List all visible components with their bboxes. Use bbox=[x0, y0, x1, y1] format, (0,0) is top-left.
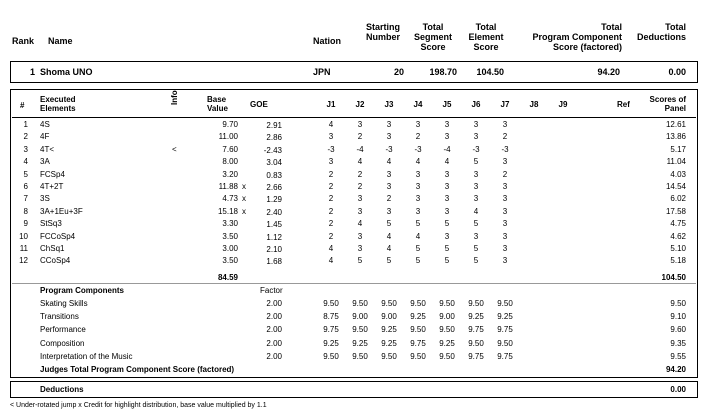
pcs-judge-score: 9.50 bbox=[410, 351, 426, 361]
element-num: 10 bbox=[19, 231, 28, 241]
element-base-value: 3.00 bbox=[222, 244, 238, 253]
element-judge-score: 4 bbox=[357, 157, 363, 167]
element-judge-score: 3 bbox=[357, 120, 363, 129]
element-judge-score: 5 bbox=[444, 219, 450, 229]
element-judge-score: -3 bbox=[385, 144, 393, 154]
pcs-judge-score: 9.50 bbox=[352, 351, 368, 361]
element-goe: 2.40 bbox=[266, 207, 282, 217]
element-panel-score: 4.75 bbox=[670, 219, 686, 229]
pcs-judge-score: 9.25 bbox=[468, 312, 484, 322]
header-divider bbox=[12, 117, 696, 118]
pcs-panel-score: 9.55 bbox=[670, 351, 686, 361]
element-base-value: 3.50 bbox=[222, 256, 238, 266]
element-judge-score: 3 bbox=[386, 206, 392, 216]
element-judge-score: 3 bbox=[502, 206, 508, 216]
pcs-judge-score: 9.75 bbox=[468, 351, 484, 361]
pcs-judge-score: 9.00 bbox=[439, 312, 455, 322]
pcs-judge-score: 9.75 bbox=[497, 325, 513, 335]
element-judge-score: 5 bbox=[386, 219, 392, 229]
judge-header-5: J5 bbox=[442, 100, 452, 109]
element-judge-score: 2 bbox=[328, 169, 334, 179]
element-judge-score: 3 bbox=[415, 182, 421, 191]
element-judge-score: 3 bbox=[386, 182, 392, 191]
element-judge-score: 3 bbox=[473, 194, 479, 204]
element-bonus-mark: x bbox=[242, 206, 246, 216]
element-goe: 0.83 bbox=[266, 170, 282, 180]
element-judge-score: 2 bbox=[328, 219, 334, 229]
nation-header: Nation bbox=[313, 36, 341, 46]
element-judge-score: 3 bbox=[386, 120, 392, 129]
element-judge-score: 5 bbox=[386, 256, 392, 266]
element-name: FCCoSp4 bbox=[40, 231, 76, 241]
executed-header: Executed Elements bbox=[40, 95, 76, 113]
element-judge-score: 4 bbox=[328, 120, 334, 129]
pcs-judge-score: 9.50 bbox=[381, 299, 397, 308]
element-panel-score: 4.62 bbox=[670, 231, 686, 241]
deductions-label: Deductions bbox=[40, 385, 84, 394]
tss-header: Total Segment Score bbox=[413, 22, 452, 52]
element-judge-score: 3 bbox=[473, 132, 479, 142]
totals-divider bbox=[12, 283, 696, 284]
element-panel-score: 5.18 bbox=[670, 256, 686, 266]
pcs-component-name: Performance bbox=[40, 325, 86, 335]
element-judge-score: 5 bbox=[444, 256, 450, 266]
skater-deductions: 0.00 bbox=[668, 67, 686, 77]
element-judge-score: 3 bbox=[502, 194, 508, 204]
element-goe: 2.10 bbox=[266, 245, 282, 254]
element-judge-score: 3 bbox=[415, 206, 421, 216]
element-goe: 1.29 bbox=[266, 195, 282, 205]
element-judge-score: 3 bbox=[502, 231, 508, 241]
element-base-value: 8.00 bbox=[222, 157, 238, 167]
element-num: 11 bbox=[19, 244, 28, 253]
element-judge-score: 2 bbox=[328, 231, 334, 241]
skater-tss: 198.70 bbox=[429, 67, 457, 77]
element-judge-score: 3 bbox=[444, 132, 450, 142]
pcs-factor: 2.00 bbox=[266, 325, 282, 335]
element-judge-score: 3 bbox=[328, 132, 334, 142]
element-judge-score: 5 bbox=[357, 256, 363, 266]
goe-header: GOE bbox=[250, 100, 268, 109]
pcs-component-name: Skating Skills bbox=[40, 299, 88, 308]
element-judge-score: -3 bbox=[501, 144, 509, 154]
element-judge-score: 3 bbox=[502, 157, 508, 167]
pcs-judge-score: 9.50 bbox=[497, 338, 513, 348]
element-panel-score: 11.04 bbox=[666, 157, 686, 167]
pcs-total-value: 94.20 bbox=[665, 365, 686, 374]
pcs-title: Program Components bbox=[40, 286, 125, 295]
pcs-panel-score: 9.50 bbox=[670, 299, 686, 308]
judge-header-7: J7 bbox=[500, 100, 510, 109]
element-panel-score: 13.86 bbox=[665, 132, 686, 142]
element-judge-score: -4 bbox=[443, 144, 451, 154]
deductions-value: 0.00 bbox=[670, 385, 686, 394]
skater-name: Shoma UNO bbox=[40, 67, 93, 77]
element-num: 1 bbox=[23, 120, 28, 129]
element-judge-score: 2 bbox=[502, 169, 508, 179]
element-panel-score: 6.02 bbox=[670, 194, 686, 204]
element-judge-score: 3 bbox=[357, 231, 363, 241]
pcs-panel-score: 9.35 bbox=[670, 338, 686, 348]
element-judge-score: 3 bbox=[386, 132, 392, 142]
pcs-judge-score: 9.75 bbox=[410, 338, 426, 348]
element-judge-score: -3 bbox=[327, 144, 335, 154]
element-num: 7 bbox=[23, 194, 28, 204]
pcs-judge-score: 9.50 bbox=[439, 325, 455, 335]
starting-number-header: Starting Number bbox=[365, 22, 400, 42]
pcs-judge-score: 9.25 bbox=[323, 338, 339, 348]
element-goe: 1.12 bbox=[266, 232, 282, 242]
judge-header-8: J8 bbox=[529, 100, 539, 109]
pcs-component-name: Composition bbox=[40, 338, 85, 348]
element-judge-score: 2 bbox=[357, 182, 363, 191]
element-panel-score: 5.17 bbox=[670, 144, 686, 154]
pcs-judge-score: 9.50 bbox=[352, 325, 368, 335]
element-num: 5 bbox=[23, 169, 28, 179]
element-name: CCoSp4 bbox=[40, 256, 71, 266]
element-judge-score: 3 bbox=[502, 219, 508, 229]
pcs-judge-score: 9.25 bbox=[381, 325, 397, 335]
element-name: 3A bbox=[40, 157, 50, 167]
ref-header: Ref bbox=[617, 100, 630, 109]
element-judge-score: 3 bbox=[502, 182, 508, 191]
pcs-judge-score: 9.25 bbox=[410, 312, 426, 322]
element-base-value: 9.70 bbox=[222, 120, 238, 129]
element-judge-score: 3 bbox=[502, 244, 508, 253]
judge-header-2: J2 bbox=[355, 100, 365, 109]
element-judge-score: 2 bbox=[386, 194, 392, 204]
skater-starting-number: 20 bbox=[393, 67, 404, 77]
pcs-factor: 2.00 bbox=[266, 351, 282, 361]
pcs-judge-score: 9.25 bbox=[381, 338, 397, 348]
pcs-judge-score: 9.50 bbox=[497, 299, 513, 308]
element-judge-score: 5 bbox=[415, 219, 421, 229]
element-judge-score: 3 bbox=[444, 194, 450, 204]
tes-total: 104.50 bbox=[661, 273, 686, 282]
element-num: 6 bbox=[23, 182, 28, 191]
pcs-judge-score: 9.50 bbox=[439, 351, 455, 361]
element-goe: 2.66 bbox=[266, 183, 282, 192]
judge-header-9: J9 bbox=[558, 100, 568, 109]
pcs-judge-score: 8.75 bbox=[323, 312, 339, 322]
element-name: 4S bbox=[40, 120, 50, 129]
element-judge-score: 4 bbox=[386, 157, 392, 167]
judge-header-3: J3 bbox=[384, 100, 394, 109]
element-judge-score: 3 bbox=[444, 206, 450, 216]
element-base-value: 3.30 bbox=[222, 219, 238, 229]
skater-rank: 1 bbox=[30, 67, 36, 77]
base-header: Base Value bbox=[207, 95, 228, 113]
skater-pcs: 94.20 bbox=[597, 67, 620, 77]
element-judge-score: 3 bbox=[386, 169, 392, 179]
element-name: 4T< bbox=[40, 144, 55, 154]
element-judge-score: 2 bbox=[328, 194, 334, 204]
element-goe: 1.45 bbox=[266, 220, 282, 230]
element-judge-score: 4 bbox=[386, 231, 392, 241]
pcs-judge-score: 9.50 bbox=[468, 299, 484, 308]
element-judge-score: 3 bbox=[357, 194, 363, 204]
num-header: # bbox=[20, 101, 25, 110]
element-judge-score: 5 bbox=[473, 157, 479, 167]
element-base-value: 15.18 bbox=[217, 206, 238, 216]
element-judge-score: 3 bbox=[502, 120, 508, 129]
element-num: 4 bbox=[23, 157, 28, 167]
element-judge-score: 4 bbox=[328, 244, 334, 253]
element-num: 8 bbox=[23, 206, 28, 216]
skater-nation: JPN bbox=[313, 67, 331, 77]
pcs-factor: 2.00 bbox=[266, 299, 282, 308]
pcs-judge-score: 9.75 bbox=[497, 351, 513, 361]
pcs-judge-score: 9.00 bbox=[352, 312, 368, 322]
element-bonus-mark: x bbox=[242, 182, 246, 191]
element-judge-score: 3 bbox=[444, 120, 450, 129]
tes-header: Total Element Score bbox=[468, 22, 504, 52]
deductions-box bbox=[10, 381, 698, 398]
pcs-panel-score: 9.10 bbox=[670, 312, 686, 322]
pcs-judge-score: 9.75 bbox=[468, 325, 484, 335]
info-header: Info bbox=[170, 90, 179, 105]
element-bonus-mark: x bbox=[242, 194, 246, 204]
pcs-total-label: Judges Total Program Component Score (factored) bbox=[40, 365, 235, 374]
element-info: < bbox=[172, 144, 177, 154]
element-name: 3A+1Eu+3F bbox=[40, 206, 83, 216]
element-judge-score: 4 bbox=[415, 157, 421, 167]
element-judge-score: 4 bbox=[444, 157, 450, 167]
element-judge-score: 2 bbox=[328, 182, 334, 191]
element-goe: 2.86 bbox=[266, 133, 282, 143]
pcs-factor: 2.00 bbox=[266, 338, 282, 348]
base-total: 84.59 bbox=[217, 273, 238, 282]
element-judge-score: 3 bbox=[357, 244, 363, 253]
element-judge-score: 5 bbox=[473, 219, 479, 229]
element-judge-score: 4 bbox=[386, 244, 392, 253]
pcs-factor: 2.00 bbox=[266, 312, 282, 322]
element-name: 4F bbox=[40, 132, 50, 142]
element-judge-score: 3 bbox=[444, 231, 450, 241]
pcs-panel-score: 9.60 bbox=[670, 325, 686, 335]
element-judge-score: 3 bbox=[328, 157, 334, 167]
element-name: ChSq1 bbox=[40, 244, 65, 253]
element-judge-score: 2 bbox=[357, 169, 363, 179]
panel-header: Scores of Panel bbox=[649, 95, 686, 113]
element-base-value: 3.20 bbox=[222, 169, 238, 179]
element-judge-score: -4 bbox=[356, 144, 364, 154]
element-judge-score: 3 bbox=[357, 206, 363, 216]
pcs-judge-score: 9.50 bbox=[410, 325, 426, 335]
element-num: 9 bbox=[23, 219, 28, 229]
element-panel-score: 5.10 bbox=[670, 244, 686, 253]
element-judge-score: 3 bbox=[473, 182, 479, 191]
element-panel-score: 4.03 bbox=[670, 169, 686, 179]
pcs-judge-score: 9.50 bbox=[468, 338, 484, 348]
element-judge-score: 3 bbox=[415, 169, 421, 179]
element-base-value: 3.50 bbox=[222, 231, 238, 241]
element-name: 4T+2T bbox=[40, 182, 64, 191]
element-judge-score: 3 bbox=[415, 120, 421, 129]
element-judge-score: 2 bbox=[357, 132, 363, 142]
element-judge-score: 5 bbox=[473, 256, 479, 266]
element-judge-score: -3 bbox=[472, 144, 480, 154]
element-base-value: 11.00 bbox=[218, 132, 238, 142]
element-judge-score: -3 bbox=[414, 144, 422, 154]
element-judge-score: 5 bbox=[473, 244, 479, 253]
element-name: 3S bbox=[40, 194, 50, 204]
pcs-header: Total Program Component Score (factored) bbox=[532, 22, 622, 52]
pcs-judge-score: 9.50 bbox=[323, 351, 339, 361]
judge-header-4: J4 bbox=[413, 100, 423, 109]
judge-header-1: J1 bbox=[326, 100, 336, 109]
footnote: < Under-rotated jump x Credit for highlight distribution, base value multiplied by 1.1 bbox=[10, 402, 267, 409]
skater-tes: 104.50 bbox=[476, 67, 504, 77]
element-judge-score: 2 bbox=[502, 132, 508, 142]
rank-header: Rank bbox=[12, 36, 35, 46]
pcs-component-name: Transitions bbox=[40, 312, 79, 322]
pcs-judge-score: 9.50 bbox=[381, 351, 397, 361]
element-num: 12 bbox=[19, 256, 28, 266]
element-judge-score: 4 bbox=[328, 256, 334, 266]
element-judge-score: 3 bbox=[444, 169, 450, 179]
element-judge-score: 5 bbox=[415, 256, 421, 266]
element-judge-score: 4 bbox=[415, 231, 421, 241]
pcs-judge-score: 9.75 bbox=[323, 325, 339, 335]
element-num: 2 bbox=[23, 132, 28, 142]
pcs-judge-score: 9.50 bbox=[410, 299, 426, 308]
element-judge-score: 4 bbox=[357, 219, 363, 229]
pcs-judge-score: 9.00 bbox=[381, 312, 397, 322]
pcs-judge-score: 9.50 bbox=[323, 299, 339, 308]
name-header: Name bbox=[48, 36, 73, 46]
pcs-judge-score: 9.25 bbox=[439, 338, 455, 348]
element-judge-score: 4 bbox=[473, 206, 479, 216]
pcs-judge-score: 9.25 bbox=[497, 312, 513, 322]
element-judge-score: 2 bbox=[415, 132, 421, 142]
element-goe: 2.91 bbox=[266, 121, 282, 130]
element-panel-score: 12.61 bbox=[665, 120, 686, 129]
element-judge-score: 5 bbox=[415, 244, 421, 253]
element-judge-score: 3 bbox=[502, 256, 508, 266]
element-judge-score: 3 bbox=[473, 169, 479, 179]
element-name: FCSp4 bbox=[40, 169, 65, 179]
element-base-value: 4.73 bbox=[222, 194, 238, 204]
element-panel-score: 14.54 bbox=[665, 182, 686, 191]
element-judge-score: 3 bbox=[473, 231, 479, 241]
pcs-judge-score: 9.50 bbox=[352, 299, 368, 308]
factor-header: Factor bbox=[260, 286, 283, 295]
deductions-header: Total Deductions bbox=[636, 22, 686, 42]
element-goe: 3.04 bbox=[266, 158, 282, 168]
pcs-component-name: Interpretation of the Music bbox=[40, 351, 133, 361]
element-judge-score: 2 bbox=[328, 206, 334, 216]
element-judge-score: 3 bbox=[444, 182, 450, 191]
element-name: StSq3 bbox=[40, 219, 62, 229]
element-panel-score: 17.58 bbox=[665, 206, 686, 216]
element-judge-score: 3 bbox=[415, 194, 421, 204]
element-base-value: 11.88 bbox=[218, 182, 238, 191]
element-judge-score: 5 bbox=[444, 244, 450, 253]
pcs-judge-score: 9.25 bbox=[352, 338, 368, 348]
element-base-value: 7.60 bbox=[222, 144, 238, 154]
element-judge-score: 3 bbox=[473, 120, 479, 129]
judge-header-6: J6 bbox=[471, 100, 481, 109]
element-goe: -2.43 bbox=[263, 145, 282, 155]
pcs-judge-score: 9.50 bbox=[439, 299, 455, 308]
element-goe: 1.68 bbox=[266, 257, 282, 267]
element-num: 3 bbox=[23, 144, 28, 154]
